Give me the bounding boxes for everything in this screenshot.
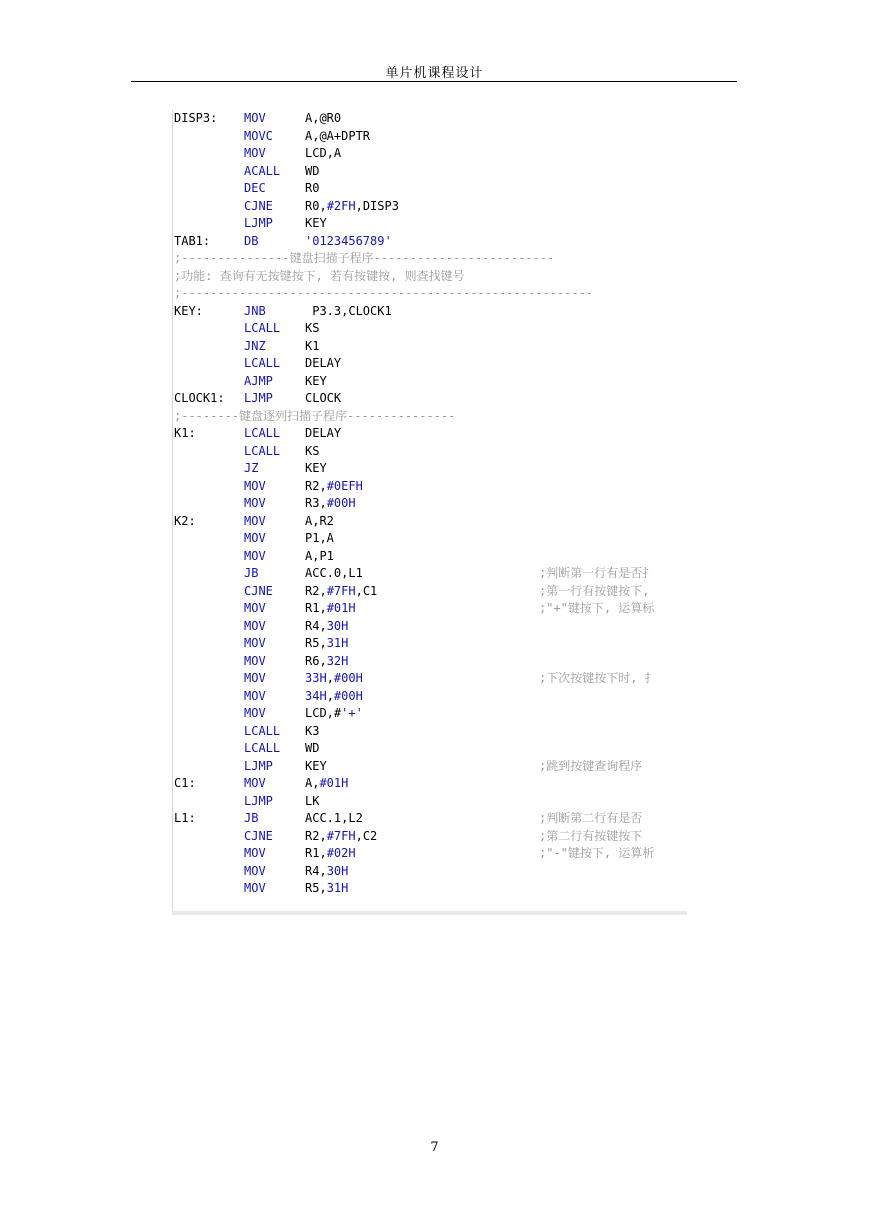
code-line xyxy=(173,653,688,671)
code-operand: R1,#02H xyxy=(305,846,356,860)
code-operand: WD xyxy=(305,741,320,755)
code-line xyxy=(173,793,688,811)
code-opcode: LJMP xyxy=(244,391,273,405)
code-operand: A,@A+DPTR xyxy=(305,128,371,143)
code-opcode: LCALL xyxy=(244,426,281,440)
code-opcode: MOV xyxy=(244,688,266,703)
code-line xyxy=(173,775,688,793)
code-opcode: LJMP xyxy=(244,793,273,808)
code-line xyxy=(173,723,688,741)
code-operand: R5,31H xyxy=(305,636,349,650)
code-line xyxy=(173,530,688,548)
code-line xyxy=(173,390,688,408)
code-comment: ;下次按键按下时, 扌 xyxy=(539,671,657,685)
code-operand: R6,32H xyxy=(305,653,349,668)
code-opcode: MOV xyxy=(244,706,266,720)
code-operand: K3 xyxy=(305,723,320,738)
code-opcode: JB xyxy=(244,566,259,580)
code-operand: P1,A xyxy=(305,531,334,545)
code-operand: 33H,#00H xyxy=(305,671,363,685)
code-line xyxy=(173,478,688,496)
code-line xyxy=(173,215,688,233)
code-line xyxy=(173,863,688,881)
code-line xyxy=(173,443,688,461)
code-opcode: LCALL xyxy=(244,741,281,755)
code-opcode: MOV xyxy=(244,636,266,650)
code-line xyxy=(173,425,688,443)
code-operand: KEY xyxy=(305,758,327,773)
code-line xyxy=(173,163,688,181)
code-opcode: JNB xyxy=(244,303,266,318)
code-opcode: MOV xyxy=(244,863,266,878)
code-line xyxy=(173,373,688,391)
code-line xyxy=(173,355,688,373)
code-operand: '0123456789' xyxy=(305,233,392,248)
code-line xyxy=(173,758,688,776)
code-comment: ;"-"键按下, 运算析 xyxy=(539,846,655,860)
code-line xyxy=(173,600,688,618)
code-opcode: CJNE xyxy=(244,198,273,213)
code-line xyxy=(173,565,688,583)
code-listing xyxy=(172,110,688,915)
code-operand: A,R2 xyxy=(305,513,334,528)
code-operand: A,P1 xyxy=(305,548,334,563)
code-opcode: CJNE xyxy=(244,828,273,843)
code-operand: KEY xyxy=(305,461,327,475)
code-line xyxy=(173,233,688,251)
code-line xyxy=(173,670,688,688)
code-line xyxy=(173,880,688,898)
code-opcode: DEC xyxy=(244,181,266,195)
code-line xyxy=(173,268,688,286)
code-label: DISP3: xyxy=(174,111,218,125)
code-opcode: JNZ xyxy=(244,338,266,353)
code-line xyxy=(173,513,688,531)
code-opcode: AJMP xyxy=(244,373,273,388)
code-line xyxy=(173,110,688,128)
code-opcode: MOV xyxy=(244,846,266,860)
code-opcode: MOV xyxy=(244,671,266,685)
code-operand: LCD,#'+' xyxy=(305,706,363,720)
code-opcode: ACALL xyxy=(244,163,281,178)
page-number: 7 xyxy=(430,1140,439,1155)
code-opcode: LCALL xyxy=(244,321,281,335)
code-line xyxy=(173,145,688,163)
scrollbar-track xyxy=(172,911,687,915)
code-label: K2: xyxy=(174,513,196,528)
code-operand: ACC.0,L1 xyxy=(305,566,363,580)
code-line xyxy=(173,810,688,828)
code-label: CLOCK1: xyxy=(174,391,225,405)
code-operand: R5,31H xyxy=(305,881,349,895)
code-line xyxy=(173,583,688,601)
code-comment: ;第一行有按键按下, xyxy=(539,583,650,598)
code-operand: R4,30H xyxy=(305,863,349,878)
code-operand: CLOCK xyxy=(305,391,342,405)
code-operand: R2,#7FH,C2 xyxy=(305,828,378,843)
code-line xyxy=(173,635,688,653)
code-line xyxy=(173,740,688,758)
code-line xyxy=(173,460,688,478)
code-line xyxy=(173,688,688,706)
code-operand: R2,#7FH,C1 xyxy=(305,583,378,598)
code-operand: ACC.1,L2 xyxy=(305,811,363,825)
code-line xyxy=(173,338,688,356)
code-opcode: JB xyxy=(244,811,259,825)
code-line xyxy=(173,548,688,566)
code-operand: KEY xyxy=(305,373,327,388)
code-operand: P3.3,CLOCK1 xyxy=(305,303,392,318)
code-label: K1: xyxy=(174,426,196,440)
code-operand: R4,30H xyxy=(305,618,349,633)
code-operand: LK xyxy=(305,793,320,808)
code-opcode: MOVC xyxy=(244,128,273,143)
code-comment: ;第二行有按键按下 xyxy=(539,828,643,843)
code-line xyxy=(173,285,688,303)
code-label: KEY: xyxy=(174,303,203,318)
code-operand: K1 xyxy=(305,338,320,353)
comment-separator: ;--------键盘逐列扫描子程序--------------- xyxy=(174,408,456,423)
code-label: L1: xyxy=(174,811,196,825)
code-line xyxy=(173,705,688,723)
code-operand: R1,#01H xyxy=(305,601,356,615)
code-operand: 34H,#00H xyxy=(305,688,363,703)
code-operand: WD xyxy=(305,163,320,178)
code-comment: ;"+"键按下, 运算标 xyxy=(539,601,655,615)
code-comment: ;判断第一行有是否扌 xyxy=(539,566,655,580)
code-operand: R0 xyxy=(305,181,320,195)
code-line xyxy=(173,128,688,146)
code-comment: ;跳到按键查询程序 xyxy=(539,758,643,773)
code-comment: ;判断第二行有是否 xyxy=(539,811,643,825)
code-opcode: LCALL xyxy=(244,723,281,738)
comment-separator: ;功能: 查询有无按键按下, 若有按键按, 则查找键号 xyxy=(174,268,465,283)
code-operand: KEY xyxy=(305,216,327,230)
code-opcode: JZ xyxy=(244,461,259,475)
code-operand: DELAY xyxy=(305,356,342,370)
comment-separator: ;--------------------------------------------------------- xyxy=(174,286,594,300)
code-operand: A,#01H xyxy=(305,776,349,790)
code-opcode: MOV xyxy=(244,776,266,790)
code-line xyxy=(173,408,688,426)
code-operand: R3,#00H xyxy=(305,496,356,510)
header-rule xyxy=(131,81,737,82)
code-opcode: MOV xyxy=(244,531,266,545)
code-operand: R0,#2FH,DISP3 xyxy=(305,198,399,213)
code-opcode: MOV xyxy=(244,111,266,125)
code-opcode: MOV xyxy=(244,513,266,528)
code-opcode: DB xyxy=(244,233,259,248)
code-opcode: MOV xyxy=(244,548,266,563)
code-operand: KS xyxy=(305,321,320,335)
code-operand: R2,#0EFH xyxy=(305,478,363,493)
code-line xyxy=(173,250,688,268)
page-header-title: 单片机课程设计 xyxy=(385,66,484,81)
code-opcode: MOV xyxy=(244,653,266,668)
code-opcode: LCALL xyxy=(244,443,281,458)
code-opcode: MOV xyxy=(244,478,266,493)
code-line xyxy=(173,180,688,198)
code-line xyxy=(173,320,688,338)
code-operand: KS xyxy=(305,443,320,458)
code-operand: A,@R0 xyxy=(305,111,342,125)
code-opcode: MOV xyxy=(244,496,266,510)
code-line xyxy=(173,618,688,636)
code-line xyxy=(173,198,688,216)
comment-separator: ;---------------键盘扫描子程序------------------------- xyxy=(174,251,555,265)
code-opcode: LJMP xyxy=(244,216,273,230)
code-opcode: MOV xyxy=(244,146,266,160)
code-opcode: MOV xyxy=(244,601,266,615)
code-line xyxy=(173,495,688,513)
code-opcode: MOV xyxy=(244,618,266,633)
code-label: TAB1: xyxy=(174,233,211,248)
code-operand: LCD,A xyxy=(305,146,342,160)
code-opcode: LCALL xyxy=(244,356,281,370)
code-opcode: LJMP xyxy=(244,758,273,773)
code-operand: DELAY xyxy=(305,426,342,440)
code-label: C1: xyxy=(174,776,196,790)
code-opcode: CJNE xyxy=(244,583,273,598)
code-line xyxy=(173,828,688,846)
code-opcode: MOV xyxy=(244,881,266,895)
code-line xyxy=(173,303,688,321)
code-line xyxy=(173,845,688,863)
